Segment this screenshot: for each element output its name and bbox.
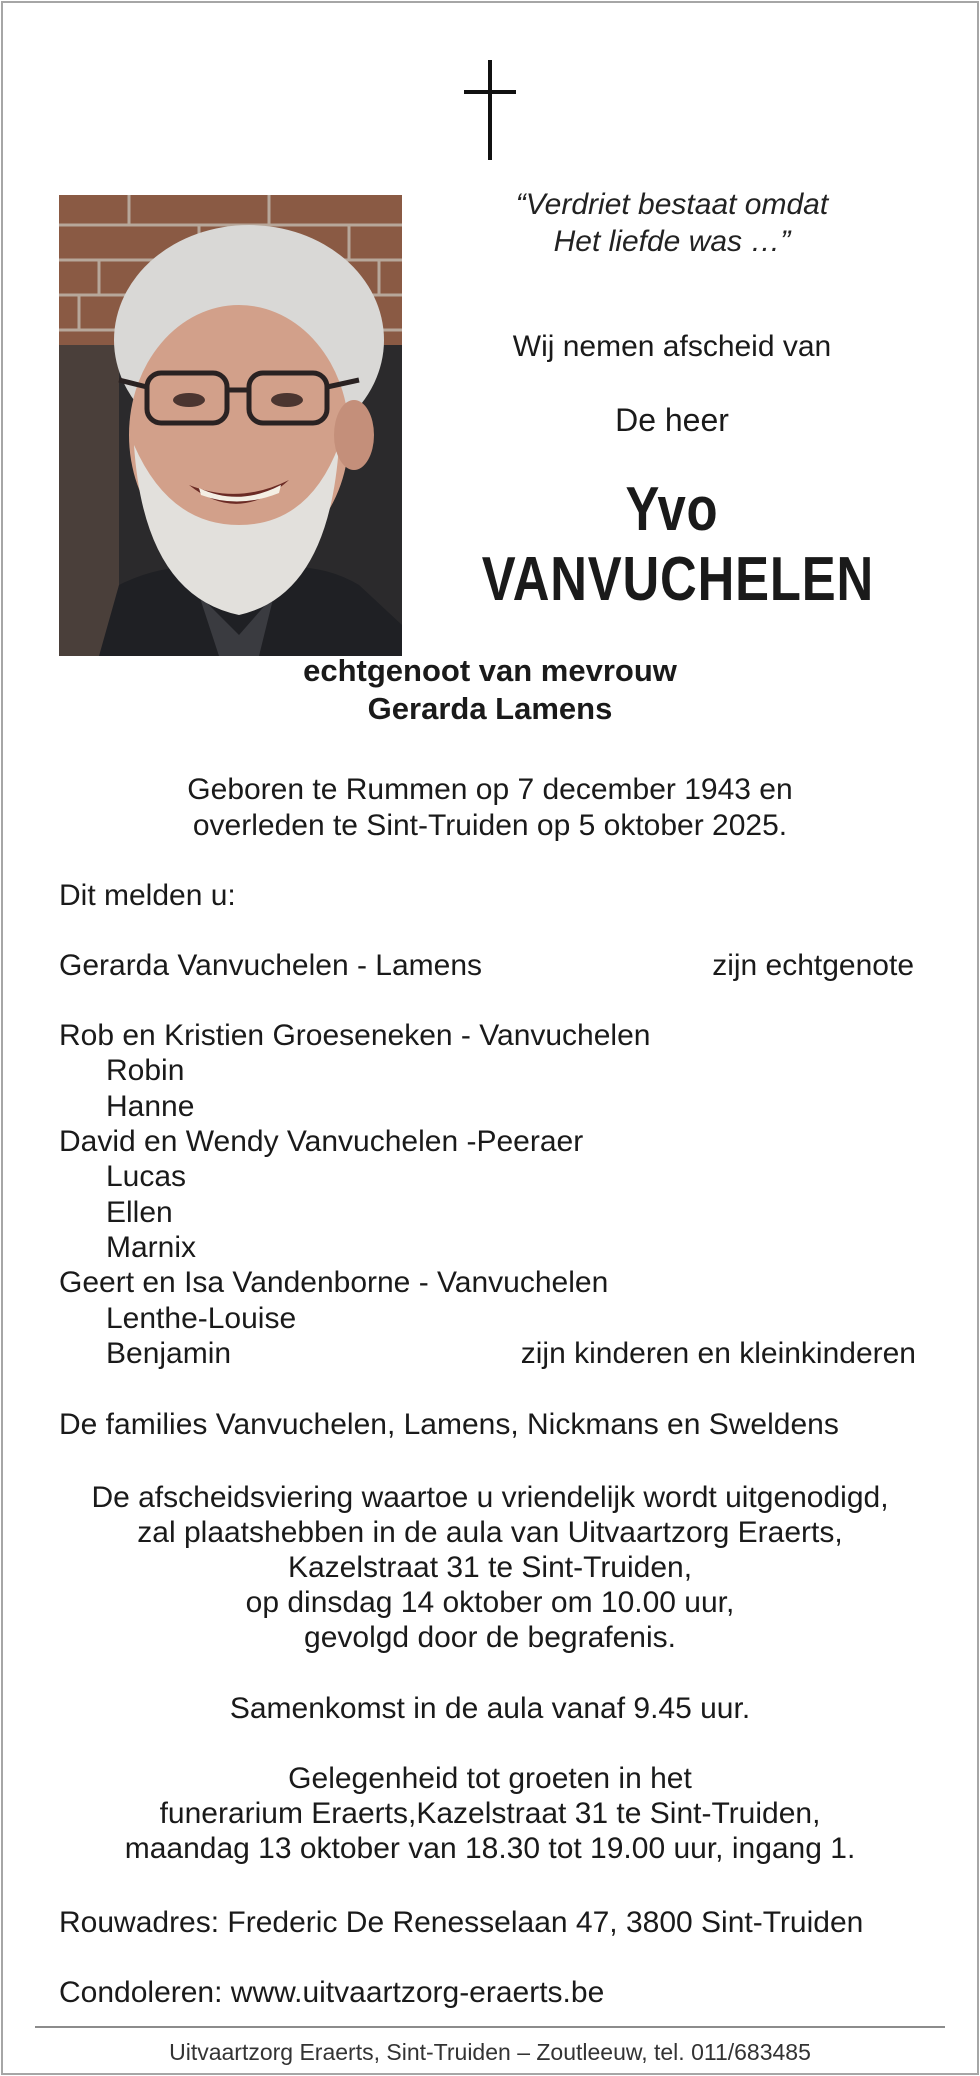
family-child: Ellen (106, 1196, 173, 1229)
ceremony-line: Kazelstraat 31 te Sint-Truiden, (287, 1551, 693, 1584)
quote-line-2: Het liefde was …” (553, 225, 791, 258)
footer-text: Uitvaartzorg Eraerts, Sint-Truiden – Zoutleeuw, tel. 011/683485 (169, 2039, 811, 2065)
ceremony-info (0, 1480, 980, 1655)
portrait-photo (59, 195, 402, 656)
announce-text: Dit melden u: (59, 879, 236, 912)
ceremony-line: De afscheidsviering waartoe u vriendelijk wordt uitgenodigd, (91, 1481, 889, 1514)
ceremony-line: gevolgd door de begrafenis. (304, 1621, 676, 1654)
quote (440, 186, 904, 260)
family-child: Marnix (106, 1231, 197, 1264)
quote-line-1: “Verdriet bestaat omdat (515, 188, 829, 221)
ceremony-line: zal plaatshebben in de aula van Uitvaartzorg Eraerts, (137, 1516, 843, 1549)
family-child: Hanne (106, 1090, 195, 1123)
born-line-1: Geboren te Rummen op 7 december 1943 en (187, 773, 793, 806)
last-name: VANVUCHELEN (481, 545, 875, 614)
first-name: Yvo (625, 475, 719, 544)
widow-name: Gerarda Vanvuchelen - Lamens (59, 949, 483, 982)
spouse-line-2: Gerarda Lamens (367, 691, 613, 726)
gathering-info: Samenkomst in de aula vanaf 9.45 uur. (229, 1692, 751, 1725)
family-parents: Rob en Kristien Groeseneken - Vanvuchelen (59, 1019, 651, 1052)
cross-icon (460, 60, 520, 160)
honorific: De heer (615, 402, 729, 438)
extended-families: De families Vanvuchelen, Lamens, Nickmans en Sweldens (59, 1408, 839, 1441)
condolences-link[interactable]: Condoleren: www.uitvaartzorg-eraerts.be (59, 1976, 605, 2009)
spouse-line-1: echtgenoot van mevrouw (303, 653, 677, 688)
visitation-line: Gelegenheid tot groeten in het (288, 1762, 692, 1795)
visitation-line: maandag 13 oktober van 18.30 tot 19.00 uur, ingang 1. (124, 1832, 856, 1865)
intro-text: Wij nemen afscheid van (512, 330, 832, 363)
birth-death-info (0, 772, 980, 844)
visitation-line: funerarium Eraerts,Kazelstraat 31 te Sint-Truiden, (159, 1797, 821, 1830)
family-child: Lucas (106, 1160, 187, 1193)
children-relation: zijn kinderen en kleinkinderen (520, 1337, 916, 1370)
widow-relation: zijn echtgenote (712, 949, 914, 982)
mourning-address: Rouwadres: Frederic De Renesselaan 47, 3800 Sint-Truiden (59, 1906, 864, 1939)
family-child: Lenthe-Louise (106, 1302, 297, 1335)
visitation-info (0, 1761, 980, 1866)
family-parents: David en Wendy Vanvuchelen -Peeraer (59, 1125, 584, 1158)
family-parents: Geert en Isa Vandenborne - Vanvuchelen (59, 1266, 609, 1299)
born-line-2: overleden te Sint-Truiden op 5 oktober 2025. (192, 809, 788, 842)
spouse-info (0, 652, 980, 728)
family-child: Benjamin (106, 1337, 232, 1370)
family-child: Robin (106, 1054, 185, 1087)
ceremony-line: op dinsdag 14 oktober om 10.00 uur, (245, 1586, 735, 1619)
footer-divider (35, 2026, 945, 2028)
deceased-name (481, 475, 875, 615)
